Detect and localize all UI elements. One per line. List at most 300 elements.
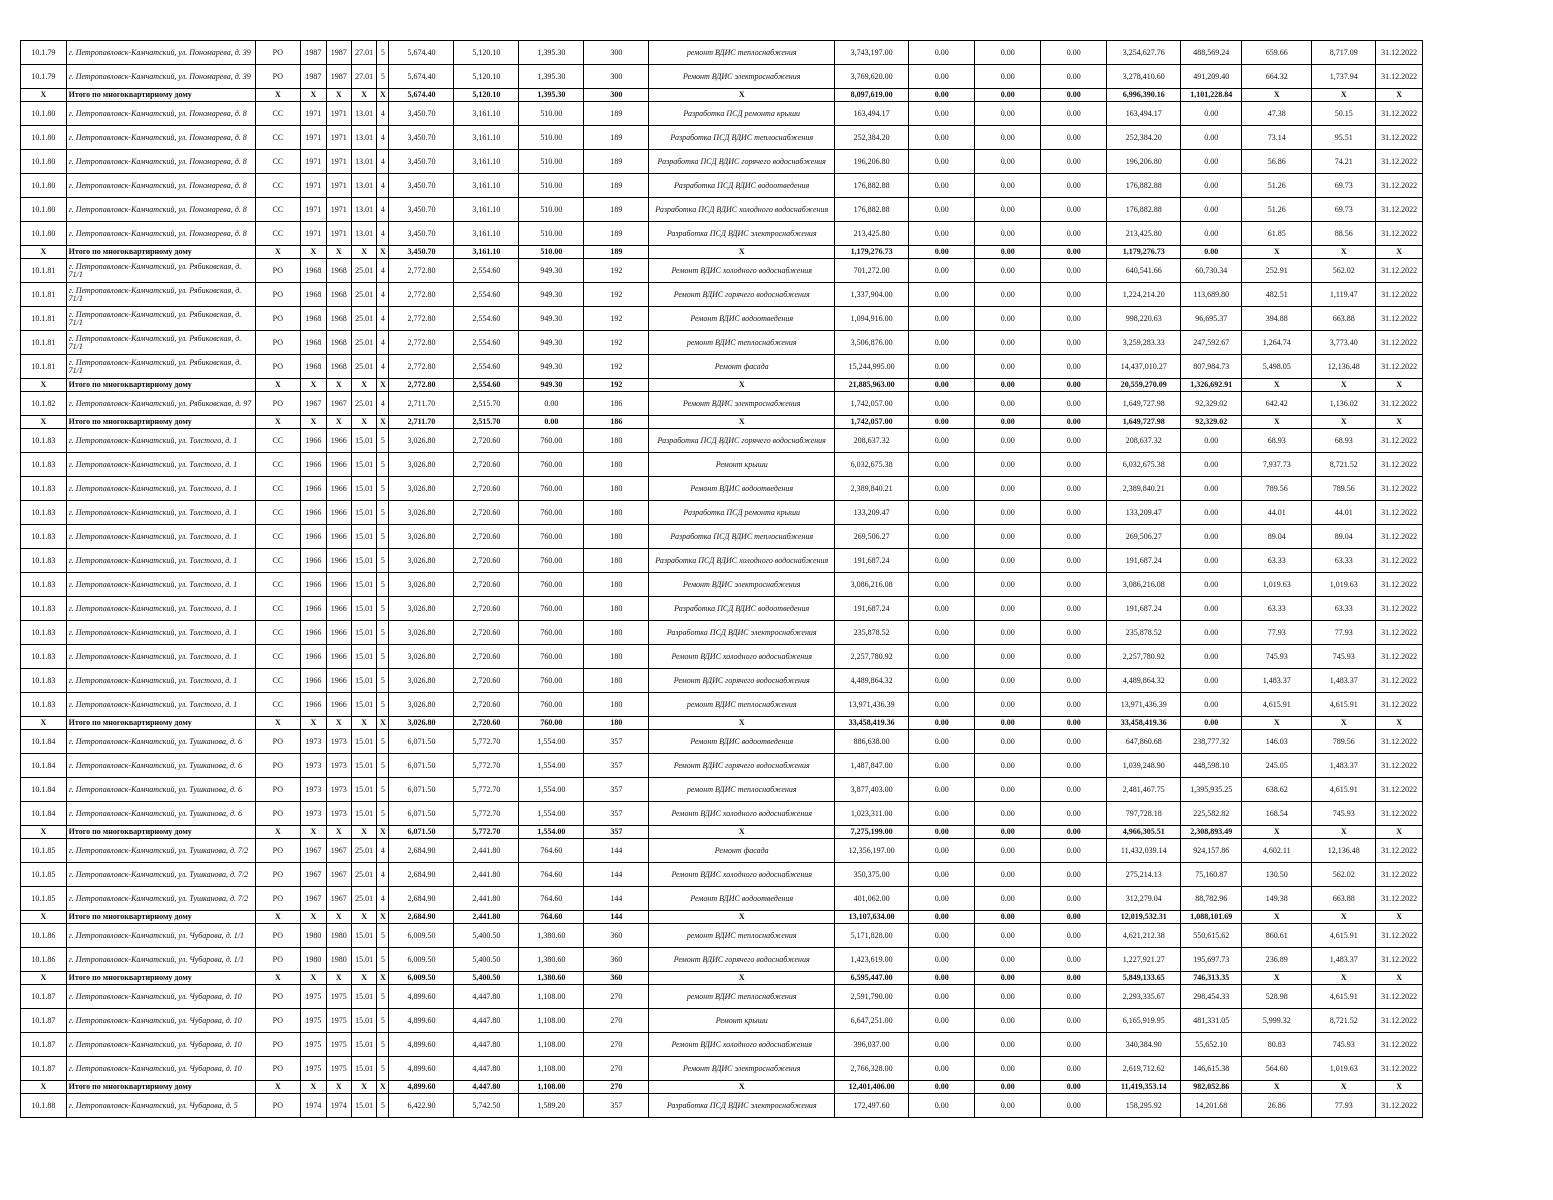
item-number: 10.1.80	[21, 126, 67, 150]
table-row	[21, 778, 1423, 802]
x-mark-cell: X	[326, 246, 351, 259]
deadline-cell: 31.12.2022	[1376, 1033, 1423, 1057]
item-number: 10.1.83	[21, 645, 67, 669]
subtotal-row	[21, 1081, 1423, 1094]
table-row	[21, 887, 1423, 911]
unit-cost-cell: 394.88	[1242, 307, 1312, 331]
total-cost-cell: 176,882.88	[835, 174, 909, 198]
fund-federal-cell: 0.00	[909, 283, 975, 307]
x-mark-cell: X	[377, 972, 389, 985]
residential-area-cell: 760.00	[519, 573, 584, 597]
residential-area-cell: 760.00	[519, 597, 584, 621]
total-area-cell: 6,071.50	[389, 730, 454, 754]
fund-other-cell: 55,652.10	[1181, 1033, 1242, 1057]
year-commissioned-cell: 1973	[326, 754, 351, 778]
x-mark-cell: X	[326, 826, 351, 839]
deadline-cell: 31.12.2022	[1376, 645, 1423, 669]
ownership-cell: СС	[255, 150, 301, 174]
apartments-area-cell: 2,720.60	[454, 597, 519, 621]
fund-local-cell: 0.00	[1041, 1081, 1107, 1094]
work-type-cell: Ремонт ВДИС холодного водоснабжения	[649, 863, 835, 887]
total-cost-cell: 7,275,199.00	[835, 826, 909, 839]
residential-area-cell: 1,554.00	[519, 730, 584, 754]
wall-material-cell: 15.01	[351, 778, 376, 802]
item-number: 10.1.80	[21, 174, 67, 198]
fund-federal-cell: 0.00	[909, 246, 975, 259]
total-cost-cell: 21,885,963.00	[835, 379, 909, 392]
fund-other-cell: 0.00	[1181, 525, 1242, 549]
item-number: 10.1.85	[21, 863, 67, 887]
unit-cost-cell: 245.05	[1242, 754, 1312, 778]
deadline-cell: 31.12.2022	[1376, 501, 1423, 525]
fund-local-cell: 0.00	[1041, 246, 1107, 259]
max-unit-cost-cell: 50.15	[1312, 102, 1376, 126]
total-area-cell: 5,674.40	[389, 41, 454, 65]
table-row	[21, 730, 1423, 754]
total-cost-cell: 1,094,916.00	[835, 307, 909, 331]
max-unit-cost-cell: 69.73	[1312, 198, 1376, 222]
fund-regional-cell: 0.00	[975, 972, 1041, 985]
fund-federal-cell: 0.00	[909, 41, 975, 65]
total-area-cell: 2,772.80	[389, 379, 454, 392]
wall-material-cell: 25.01	[351, 839, 376, 863]
fund-owners-cell: 275,214.13	[1107, 863, 1181, 887]
residents-cell: 180	[584, 477, 649, 501]
fund-federal-cell: 0.00	[909, 645, 975, 669]
residents-cell: 270	[584, 985, 649, 1009]
x-mark-cell: X	[1242, 89, 1312, 102]
item-number: 10.1.83	[21, 453, 67, 477]
fund-federal-cell: 0.00	[909, 887, 975, 911]
x-mark-cell: X	[1312, 416, 1376, 429]
fund-local-cell: 0.00	[1041, 669, 1107, 693]
deadline-cell: 31.12.2022	[1376, 669, 1423, 693]
apartments-area-cell: 3,161.10	[454, 198, 519, 222]
wall-material-cell: 13.01	[351, 126, 376, 150]
total-cost-cell: 1,742,057.00	[835, 392, 909, 416]
unit-cost-cell: 252.91	[1242, 259, 1312, 283]
floors-cell: 5	[377, 1009, 389, 1033]
wall-material-cell: 25.01	[351, 355, 376, 379]
floors-cell: 5	[377, 65, 389, 89]
year-built-cell: 1966	[301, 693, 326, 717]
floors-cell: 4	[377, 331, 389, 355]
year-built-cell: 1980	[301, 924, 326, 948]
x-mark-cell: X	[649, 1081, 835, 1094]
unit-cost-cell: 89.04	[1242, 525, 1312, 549]
year-built-cell: 1966	[301, 501, 326, 525]
residents-cell: 192	[584, 259, 649, 283]
x-mark-cell: X	[1242, 1081, 1312, 1094]
residential-area-cell: 764.60	[519, 911, 584, 924]
total-cost-cell: 3,743,197.00	[835, 41, 909, 65]
residents-cell: 180	[584, 525, 649, 549]
deadline-cell: 31.12.2022	[1376, 283, 1423, 307]
year-built-cell: 1966	[301, 477, 326, 501]
fund-owners-cell: 2,257,780.92	[1107, 645, 1181, 669]
fund-other-cell: 488,569.24	[1181, 41, 1242, 65]
fund-owners-cell: 1,179,276.73	[1107, 246, 1181, 259]
year-commissioned-cell: 1971	[326, 150, 351, 174]
max-unit-cost-cell: 562.02	[1312, 863, 1376, 887]
residents-cell: 180	[584, 717, 649, 730]
apartments-area-cell: 3,161.10	[454, 150, 519, 174]
work-type-cell: Разработка ПСД ВДИС теплоснабжения	[649, 525, 835, 549]
max-unit-cost-cell: 3,773.40	[1312, 331, 1376, 355]
table-row	[21, 283, 1423, 307]
fund-owners-cell: 208,637.32	[1107, 429, 1181, 453]
fund-federal-cell: 0.00	[909, 416, 975, 429]
max-unit-cost-cell: 8,721.52	[1312, 453, 1376, 477]
unit-cost-cell: 68.93	[1242, 429, 1312, 453]
deadline-cell: 31.12.2022	[1376, 1094, 1423, 1118]
fund-local-cell: 0.00	[1041, 198, 1107, 222]
item-number: 10.1.86	[21, 924, 67, 948]
fund-owners-cell: 3,254,627.76	[1107, 41, 1181, 65]
fund-local-cell: 0.00	[1041, 645, 1107, 669]
subtotal-row	[21, 911, 1423, 924]
max-unit-cost-cell: 1,483.37	[1312, 669, 1376, 693]
max-unit-cost-cell: 63.33	[1312, 597, 1376, 621]
total-area-cell: 6,071.50	[389, 778, 454, 802]
x-mark-cell: X	[377, 416, 389, 429]
residents-cell: 300	[584, 65, 649, 89]
table-row	[21, 1009, 1423, 1033]
ownership-cell: РО	[255, 1057, 301, 1081]
year-built-cell: 1971	[301, 222, 326, 246]
fund-owners-cell: 11,419,353.14	[1107, 1081, 1181, 1094]
x-mark-cell: X	[377, 246, 389, 259]
floors-cell: 5	[377, 778, 389, 802]
apartments-area-cell: 2,720.60	[454, 429, 519, 453]
ownership-cell: СС	[255, 525, 301, 549]
fund-owners-cell: 6,996,390.16	[1107, 89, 1181, 102]
residents-cell: 192	[584, 355, 649, 379]
fund-owners-cell: 133,209.47	[1107, 501, 1181, 525]
residential-area-cell: 1,554.00	[519, 754, 584, 778]
year-built-cell: 1966	[301, 645, 326, 669]
fund-federal-cell: 0.00	[909, 597, 975, 621]
x-mark-cell: X	[351, 826, 376, 839]
fund-other-cell: 247,592.67	[1181, 331, 1242, 355]
fund-owners-cell: 5,849,133.65	[1107, 972, 1181, 985]
residents-cell: 357	[584, 730, 649, 754]
total-area-cell: 6,071.50	[389, 802, 454, 826]
total-cost-cell: 2,257,780.92	[835, 645, 909, 669]
year-commissioned-cell: 1973	[326, 778, 351, 802]
x-mark-cell: X	[1242, 379, 1312, 392]
fund-local-cell: 0.00	[1041, 1094, 1107, 1118]
total-cost-cell: 350,375.00	[835, 863, 909, 887]
fund-regional-cell: 0.00	[975, 839, 1041, 863]
fund-other-cell: 0.00	[1181, 573, 1242, 597]
year-commissioned-cell: 1973	[326, 730, 351, 754]
fund-other-cell: 0.00	[1181, 126, 1242, 150]
fund-other-cell: 88,782.96	[1181, 887, 1242, 911]
fund-federal-cell: 0.00	[909, 754, 975, 778]
ownership-cell: РО	[255, 802, 301, 826]
year-commissioned-cell: 1975	[326, 1057, 351, 1081]
total-area-cell: 2,684.90	[389, 839, 454, 863]
fund-owners-cell: 12,019,532.31	[1107, 911, 1181, 924]
fund-local-cell: 0.00	[1041, 1009, 1107, 1033]
year-commissioned-cell: 1971	[326, 102, 351, 126]
ownership-cell: СС	[255, 669, 301, 693]
x-mark-cell: X	[301, 1081, 326, 1094]
ownership-cell: СС	[255, 549, 301, 573]
work-type-cell: Разработка ПСД ВДИС водоотведения	[649, 174, 835, 198]
max-unit-cost-cell: 1,737.94	[1312, 65, 1376, 89]
fund-owners-cell: 2,619,712.62	[1107, 1057, 1181, 1081]
fund-other-cell: 96,695.37	[1181, 307, 1242, 331]
unit-cost-cell: 745.93	[1242, 645, 1312, 669]
fund-other-cell: 0.00	[1181, 645, 1242, 669]
total-cost-cell: 208,637.32	[835, 429, 909, 453]
work-type-cell: ремонт ВДИС теплоснабжения	[649, 331, 835, 355]
address-cell: г. Петропавловск-Камчатский, ул. Пономарева, д. 8	[66, 126, 255, 150]
x-mark-cell: X	[1376, 246, 1423, 259]
year-commissioned-cell: 1975	[326, 985, 351, 1009]
address-cell: г. Петропавловск-Камчатский, ул. Чубарова, д. 10	[66, 1033, 255, 1057]
ownership-cell: СС	[255, 477, 301, 501]
ownership-cell: СС	[255, 174, 301, 198]
x-mark-cell: X	[21, 826, 67, 839]
item-number: 10.1.83	[21, 525, 67, 549]
fund-federal-cell: 0.00	[909, 174, 975, 198]
fund-regional-cell: 0.00	[975, 754, 1041, 778]
x-mark-cell: X	[21, 1081, 67, 1094]
ownership-cell: СС	[255, 693, 301, 717]
address-cell: г. Петропавловск-Камчатский, ул. Чубарова, д. 10	[66, 1057, 255, 1081]
fund-federal-cell: 0.00	[909, 717, 975, 730]
year-built-cell: 1975	[301, 1057, 326, 1081]
table-row	[21, 453, 1423, 477]
x-mark-cell: X	[1376, 1081, 1423, 1094]
residents-cell: 270	[584, 1057, 649, 1081]
floors-cell: 5	[377, 549, 389, 573]
residents-cell: 192	[584, 331, 649, 355]
unit-cost-cell: 146.03	[1242, 730, 1312, 754]
subtotal-label: Итого по многоквартирному дому	[66, 246, 255, 259]
total-cost-cell: 3,506,876.00	[835, 331, 909, 355]
ownership-cell: РО	[255, 259, 301, 283]
total-area-cell: 2,772.80	[389, 331, 454, 355]
item-number: 10.1.83	[21, 549, 67, 573]
deadline-cell: 31.12.2022	[1376, 730, 1423, 754]
fund-other-cell: 924,157.86	[1181, 839, 1242, 863]
item-number: 10.1.81	[21, 307, 67, 331]
fund-owners-cell: 13,971,436.39	[1107, 693, 1181, 717]
total-area-cell: 3,026.80	[389, 645, 454, 669]
work-type-cell: Ремонт ВДИС горячего водоснабжения	[649, 669, 835, 693]
floors-cell: 4	[377, 307, 389, 331]
fund-local-cell: 0.00	[1041, 150, 1107, 174]
unit-cost-cell: 4,602.11	[1242, 839, 1312, 863]
ownership-cell: РО	[255, 331, 301, 355]
fund-federal-cell: 0.00	[909, 307, 975, 331]
deadline-cell: 31.12.2022	[1376, 525, 1423, 549]
unit-cost-cell: 51.26	[1242, 174, 1312, 198]
wall-material-cell: 15.01	[351, 597, 376, 621]
fund-other-cell: 491,209.40	[1181, 65, 1242, 89]
deadline-cell: 31.12.2022	[1376, 126, 1423, 150]
table-row	[21, 429, 1423, 453]
residential-area-cell: 1,380.60	[519, 948, 584, 972]
work-type-cell: Ремонт ВДИС холодного водоснабжения	[649, 1033, 835, 1057]
total-area-cell: 3,026.80	[389, 693, 454, 717]
fund-regional-cell: 0.00	[975, 1094, 1041, 1118]
residential-area-cell: 1,108.00	[519, 1033, 584, 1057]
x-mark-cell: X	[21, 89, 67, 102]
ownership-cell: СС	[255, 222, 301, 246]
ownership-cell: РО	[255, 778, 301, 802]
x-mark-cell: X	[326, 416, 351, 429]
x-mark-cell: X	[21, 416, 67, 429]
wall-material-cell: 13.01	[351, 222, 376, 246]
wall-material-cell: 15.01	[351, 549, 376, 573]
item-number: 10.1.83	[21, 477, 67, 501]
residents-cell: 144	[584, 863, 649, 887]
deadline-cell: 31.12.2022	[1376, 198, 1423, 222]
fund-local-cell: 0.00	[1041, 355, 1107, 379]
fund-owners-cell: 6,032,675.38	[1107, 453, 1181, 477]
total-cost-cell: 6,032,675.38	[835, 453, 909, 477]
floors-cell: 5	[377, 1094, 389, 1118]
apartments-area-cell: 5,120.10	[454, 89, 519, 102]
apartments-area-cell: 2,720.60	[454, 477, 519, 501]
floors-cell: 5	[377, 645, 389, 669]
x-mark-cell: X	[255, 826, 301, 839]
fund-owners-cell: 11,432,039.14	[1107, 839, 1181, 863]
fund-federal-cell: 0.00	[909, 573, 975, 597]
ownership-cell: РО	[255, 887, 301, 911]
wall-material-cell: 25.01	[351, 307, 376, 331]
x-mark-cell: X	[255, 379, 301, 392]
fund-federal-cell: 0.00	[909, 379, 975, 392]
residential-area-cell: 760.00	[519, 429, 584, 453]
item-number: 10.1.87	[21, 1033, 67, 1057]
unit-cost-cell: 528.98	[1242, 985, 1312, 1009]
x-mark-cell: X	[351, 717, 376, 730]
work-type-cell: Разработка ПСД ВДИС электроснабжения	[649, 222, 835, 246]
fund-owners-cell: 1,649,727.98	[1107, 416, 1181, 429]
max-unit-cost-cell: 789.56	[1312, 477, 1376, 501]
residents-cell: 180	[584, 621, 649, 645]
unit-cost-cell: 149.38	[1242, 887, 1312, 911]
floors-cell: 5	[377, 948, 389, 972]
fund-owners-cell: 1,227,921.27	[1107, 948, 1181, 972]
deadline-cell: 31.12.2022	[1376, 621, 1423, 645]
x-mark-cell: X	[255, 246, 301, 259]
year-built-cell: 1975	[301, 1033, 326, 1057]
x-mark-cell: X	[1242, 826, 1312, 839]
address-cell: г. Петропавловск-Камчатский, ул. Тушканова, д. 6	[66, 778, 255, 802]
fund-other-cell: 298,454.33	[1181, 985, 1242, 1009]
residents-cell: 300	[584, 89, 649, 102]
total-cost-cell: 13,971,436.39	[835, 693, 909, 717]
fund-local-cell: 0.00	[1041, 283, 1107, 307]
x-mark-cell: X	[301, 379, 326, 392]
ownership-cell: РО	[255, 355, 301, 379]
deadline-cell: 31.12.2022	[1376, 839, 1423, 863]
total-area-cell: 4,899.60	[389, 985, 454, 1009]
x-mark-cell: X	[255, 972, 301, 985]
total-area-cell: 3,026.80	[389, 429, 454, 453]
x-mark-cell: X	[377, 717, 389, 730]
item-number: 10.1.84	[21, 778, 67, 802]
fund-local-cell: 0.00	[1041, 924, 1107, 948]
repair-table	[20, 40, 1423, 1118]
table-row	[21, 392, 1423, 416]
ownership-cell: РО	[255, 730, 301, 754]
x-mark-cell: X	[377, 89, 389, 102]
fund-other-cell: 225,582.82	[1181, 802, 1242, 826]
apartments-area-cell: 5,742.50	[454, 1094, 519, 1118]
year-commissioned-cell: 1968	[326, 307, 351, 331]
apartments-area-cell: 4,447.80	[454, 1009, 519, 1033]
total-cost-cell: 1,423,619.00	[835, 948, 909, 972]
x-mark-cell: X	[301, 416, 326, 429]
max-unit-cost-cell: 68.93	[1312, 429, 1376, 453]
item-number: 10.1.79	[21, 65, 67, 89]
fund-federal-cell: 0.00	[909, 948, 975, 972]
fund-local-cell: 0.00	[1041, 41, 1107, 65]
fund-regional-cell: 0.00	[975, 355, 1041, 379]
total-cost-cell: 1,742,057.00	[835, 416, 909, 429]
unit-cost-cell: 56.86	[1242, 150, 1312, 174]
x-mark-cell: X	[351, 89, 376, 102]
table-row	[21, 573, 1423, 597]
apartments-area-cell: 5,400.50	[454, 948, 519, 972]
ownership-cell: РО	[255, 283, 301, 307]
table-row	[21, 331, 1423, 355]
apartments-area-cell: 2,554.60	[454, 355, 519, 379]
total-cost-cell: 401,062.00	[835, 887, 909, 911]
fund-federal-cell: 0.00	[909, 198, 975, 222]
total-area-cell: 3,450.70	[389, 222, 454, 246]
fund-federal-cell: 0.00	[909, 525, 975, 549]
address-cell: г. Петропавловск-Камчатский, ул. Рябиковская, д. 71/1	[66, 331, 255, 355]
max-unit-cost-cell: 4,615.91	[1312, 924, 1376, 948]
fund-local-cell: 0.00	[1041, 863, 1107, 887]
x-mark-cell: X	[1242, 972, 1312, 985]
fund-other-cell: 195,697.73	[1181, 948, 1242, 972]
address-cell: г. Петропавловск-Камчатский, ул. Рябиковская, д. 71/1	[66, 283, 255, 307]
work-type-cell: Ремонт ВДИС горячего водоснабжения	[649, 948, 835, 972]
floors-cell: 4	[377, 863, 389, 887]
work-type-cell: Разработка ПСД ВДИС электроснабжения	[649, 1094, 835, 1118]
fund-federal-cell: 0.00	[909, 429, 975, 453]
x-mark-cell: X	[649, 826, 835, 839]
fund-federal-cell: 0.00	[909, 1009, 975, 1033]
fund-regional-cell: 0.00	[975, 1081, 1041, 1094]
floors-cell: 5	[377, 597, 389, 621]
fund-owners-cell: 3,278,410.60	[1107, 65, 1181, 89]
address-cell: г. Петропавловск-Камчатский, ул. Тушканова, д. 6	[66, 730, 255, 754]
unit-cost-cell: 168.54	[1242, 802, 1312, 826]
total-cost-cell: 191,687.24	[835, 549, 909, 573]
work-type-cell: Ремонт крыши	[649, 1009, 835, 1033]
year-built-cell: 1971	[301, 150, 326, 174]
fund-regional-cell: 0.00	[975, 501, 1041, 525]
residents-cell: 270	[584, 1009, 649, 1033]
floors-cell: 4	[377, 259, 389, 283]
apartments-area-cell: 2,720.60	[454, 645, 519, 669]
address-cell: г. Петропавловск-Камчатский, ул. Толстого, д. 1	[66, 693, 255, 717]
residential-area-cell: 1,380.60	[519, 924, 584, 948]
x-mark-cell: X	[351, 246, 376, 259]
ownership-cell: РО	[255, 307, 301, 331]
